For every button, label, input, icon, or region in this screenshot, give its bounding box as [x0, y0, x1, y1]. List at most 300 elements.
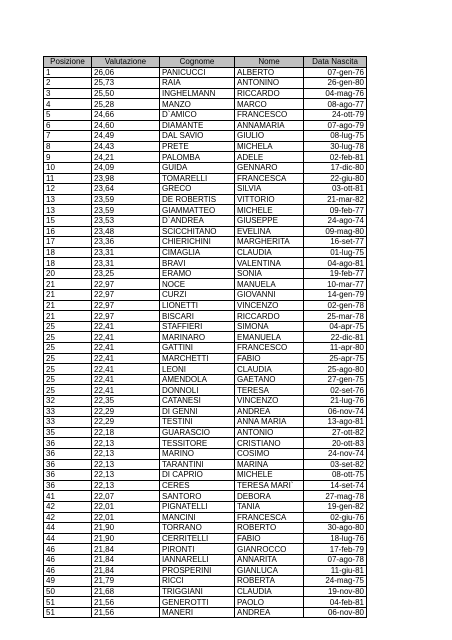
- cell-posizione: 21: [44, 311, 92, 322]
- cell-valutazione: 22,13: [92, 438, 160, 449]
- cell-data-nascita: 07-ago-79: [304, 120, 367, 131]
- cell-nome: CLAUDIA: [235, 586, 304, 597]
- cell-data-nascita: 19-nov-80: [304, 586, 367, 597]
- cell-data-nascita: 07-ago-78: [304, 554, 367, 565]
- table-row: [44, 364, 367, 375]
- cell-nome: CLAUDIA: [235, 247, 304, 258]
- cell-valutazione: 24,49: [92, 131, 160, 142]
- cell-cognome: MARINO: [160, 448, 235, 459]
- cell-posizione: 13: [44, 205, 92, 216]
- table-row: [44, 353, 367, 364]
- cell-data-nascita: 25-mar-78: [304, 311, 367, 322]
- table-row: [44, 438, 367, 449]
- table-row: [44, 491, 367, 502]
- cell-nome: SIMONA: [235, 321, 304, 332]
- cell-valutazione: 24,60: [92, 120, 160, 131]
- table-row: [44, 226, 367, 237]
- table-row: [44, 247, 367, 258]
- cell-data-nascita: 30-ago-80: [304, 523, 367, 534]
- cell-nome: ANNAMARIA: [235, 120, 304, 131]
- cell-valutazione: 22,35: [92, 396, 160, 407]
- cell-posizione: 5: [44, 109, 92, 120]
- cell-nome: VALENTINA: [235, 258, 304, 269]
- cell-posizione: 36: [44, 459, 92, 470]
- cell-data-nascita: 04-apr-75: [304, 321, 367, 332]
- cell-posizione: 46: [44, 554, 92, 565]
- cell-posizione: 8: [44, 141, 92, 152]
- cell-data-nascita: 09-mag-80: [304, 226, 367, 237]
- cell-data-nascita: 06-nov-80: [304, 607, 367, 618]
- cell-posizione: 44: [44, 533, 92, 544]
- cell-posizione: 25: [44, 321, 92, 332]
- cell-posizione: 3: [44, 88, 92, 99]
- cell-valutazione: 22,01: [92, 501, 160, 512]
- cell-data-nascita: 17-feb-79: [304, 544, 367, 555]
- cell-data-nascita: 27-mag-78: [304, 491, 367, 502]
- cell-posizione: 21: [44, 279, 92, 290]
- cell-posizione: 51: [44, 607, 92, 618]
- cell-valutazione: 23,31: [92, 258, 160, 269]
- cell-cognome: CATANESI: [160, 396, 235, 407]
- cell-nome: MICHELA: [235, 141, 304, 152]
- cell-cognome: MARCHETTI: [160, 353, 235, 364]
- cell-nome: MARINA: [235, 459, 304, 470]
- cell-data-nascita: 08-ott-75: [304, 470, 367, 481]
- cell-data-nascita: 27-ott-82: [304, 427, 367, 438]
- table-row: [44, 173, 367, 184]
- cell-data-nascita: 07-gen-76: [304, 67, 367, 78]
- table-row: [44, 120, 367, 131]
- cell-nome: FABIO: [235, 353, 304, 364]
- cell-data-nascita: 02-set-76: [304, 385, 367, 396]
- cell-data-nascita: 25-apr-75: [304, 353, 367, 364]
- table-row: [44, 554, 367, 565]
- cell-cognome: GIAMMATTEO: [160, 205, 235, 216]
- cell-cognome: D`AMICO: [160, 109, 235, 120]
- cell-nome: VINCENZO: [235, 396, 304, 407]
- cell-valutazione: 23,25: [92, 268, 160, 279]
- cell-nome: RICCARDO: [235, 311, 304, 322]
- cell-cognome: MANZO: [160, 99, 235, 110]
- cell-nome: MICHELE: [235, 470, 304, 481]
- cell-valutazione: 21,68: [92, 586, 160, 597]
- table-row: [44, 141, 367, 152]
- cell-data-nascita: 08-ago-77: [304, 99, 367, 110]
- cell-posizione: 13: [44, 194, 92, 205]
- cell-valutazione: 23,59: [92, 205, 160, 216]
- cell-cognome: TORRANO: [160, 523, 235, 534]
- cell-nome: GENNARO: [235, 162, 304, 173]
- cell-nome: GIANROCCO: [235, 544, 304, 555]
- cell-data-nascita: 27-gen-75: [304, 374, 367, 385]
- cell-valutazione: 22,97: [92, 290, 160, 301]
- cell-cognome: RAIA: [160, 78, 235, 89]
- cell-valutazione: 22,01: [92, 512, 160, 523]
- cell-posizione: 20: [44, 268, 92, 279]
- cell-cognome: GUARASCIO: [160, 427, 235, 438]
- cell-nome: CRISTIANO: [235, 438, 304, 449]
- table-row: [44, 194, 367, 205]
- cell-valutazione: 21,56: [92, 597, 160, 608]
- table-row: [44, 109, 367, 120]
- cell-data-nascita: 08-lug-75: [304, 131, 367, 142]
- cell-cognome: GENEROTTI: [160, 597, 235, 608]
- cell-valutazione: 23,48: [92, 226, 160, 237]
- cell-cognome: CHIERICHINI: [160, 237, 235, 248]
- cell-posizione: 18: [44, 247, 92, 258]
- cell-nome: TANIA: [235, 501, 304, 512]
- cell-data-nascita: 19-gen-82: [304, 501, 367, 512]
- cell-data-nascita: 16-set-77: [304, 237, 367, 248]
- cell-cognome: DONNOLI: [160, 385, 235, 396]
- table-row: [44, 215, 367, 226]
- cell-posizione: 2: [44, 78, 92, 89]
- cell-cognome: DIAMANTE: [160, 120, 235, 131]
- table-row: [44, 385, 367, 396]
- cell-nome: FRANCESCA: [235, 512, 304, 523]
- cell-data-nascita: 17-dic-80: [304, 162, 367, 173]
- table-row: [44, 321, 367, 332]
- cell-cognome: DAL SAVIO: [160, 131, 235, 142]
- cell-data-nascita: 11-apr-80: [304, 343, 367, 354]
- cell-cognome: BRAVI: [160, 258, 235, 269]
- cell-data-nascita: 22-giu-80: [304, 173, 367, 184]
- cell-data-nascita: 04-mag-76: [304, 88, 367, 99]
- cell-cognome: MARINARO: [160, 332, 235, 343]
- cell-valutazione: 22,97: [92, 279, 160, 290]
- cell-cognome: CERRITELLI: [160, 533, 235, 544]
- cell-posizione: 32: [44, 396, 92, 407]
- header-posizione: Posizione: [44, 57, 92, 68]
- cell-cognome: PRETE: [160, 141, 235, 152]
- cell-valutazione: 25,50: [92, 88, 160, 99]
- table-row: [44, 99, 367, 110]
- cell-data-nascita: 10-mar-77: [304, 279, 367, 290]
- cell-data-nascita: 14-set-74: [304, 480, 367, 491]
- cell-data-nascita: 11-giu-81: [304, 565, 367, 576]
- table-row: [44, 576, 367, 587]
- cell-data-nascita: 21-mar-82: [304, 194, 367, 205]
- cell-data-nascita: 26-gen-80: [304, 78, 367, 89]
- cell-nome: ANDREA: [235, 406, 304, 417]
- cell-nome: ANDREA: [235, 607, 304, 618]
- cell-posizione: 25: [44, 332, 92, 343]
- cell-posizione: 15: [44, 215, 92, 226]
- cell-nome: FRANCESCO: [235, 343, 304, 354]
- cell-posizione: 25: [44, 353, 92, 364]
- cell-cognome: SANTORO: [160, 491, 235, 502]
- table-row: [44, 565, 367, 576]
- cell-nome: SILVIA: [235, 184, 304, 195]
- cell-nome: MARGHERITA: [235, 237, 304, 248]
- table-row: [44, 512, 367, 523]
- cell-posizione: 36: [44, 470, 92, 481]
- cell-nome: VITTORIO: [235, 194, 304, 205]
- cell-valutazione: 23,53: [92, 215, 160, 226]
- cell-posizione: 17: [44, 237, 92, 248]
- cell-cognome: NOCE: [160, 279, 235, 290]
- cell-nome: ANTONINO: [235, 78, 304, 89]
- cell-posizione: 51: [44, 597, 92, 608]
- cell-valutazione: 25,28: [92, 99, 160, 110]
- cell-cognome: CURZI: [160, 290, 235, 301]
- table-body: [44, 67, 367, 618]
- table-row: [44, 417, 367, 428]
- cell-nome: TERESA MARI`: [235, 480, 304, 491]
- cell-data-nascita: 24-ott-79: [304, 109, 367, 120]
- cell-posizione: 6: [44, 120, 92, 131]
- cell-data-nascita: 09-feb-77: [304, 205, 367, 216]
- cell-valutazione: 21,90: [92, 523, 160, 534]
- cell-nome: ROBERTO: [235, 523, 304, 534]
- cell-data-nascita: 21-lug-76: [304, 396, 367, 407]
- cell-valutazione: 23,31: [92, 247, 160, 258]
- cell-cognome: PIGNATELLI: [160, 501, 235, 512]
- cell-nome: FABIO: [235, 533, 304, 544]
- cell-valutazione: 26,06: [92, 67, 160, 78]
- cell-valutazione: 22,29: [92, 417, 160, 428]
- cell-posizione: 44: [44, 523, 92, 534]
- cell-valutazione: 22,13: [92, 448, 160, 459]
- cell-valutazione: 22,97: [92, 311, 160, 322]
- cell-valutazione: 22,41: [92, 343, 160, 354]
- cell-cognome: TOMARELLI: [160, 173, 235, 184]
- cell-valutazione: 22,41: [92, 332, 160, 343]
- table-row: [44, 67, 367, 78]
- cell-posizione: 46: [44, 544, 92, 555]
- cell-valutazione: 22,41: [92, 385, 160, 396]
- table-row: [44, 448, 367, 459]
- cell-nome: TERESA: [235, 385, 304, 396]
- cell-posizione: 18: [44, 258, 92, 269]
- table-row: [44, 533, 367, 544]
- cell-valutazione: 22,07: [92, 491, 160, 502]
- cell-posizione: 25: [44, 364, 92, 375]
- cell-valutazione: 22,41: [92, 364, 160, 375]
- table-row: [44, 459, 367, 470]
- table-row: [44, 300, 367, 311]
- table-row: [44, 374, 367, 385]
- cell-posizione: 33: [44, 417, 92, 428]
- cell-data-nascita: 24-ago-74: [304, 215, 367, 226]
- cell-posizione: 50: [44, 586, 92, 597]
- cell-cognome: TESSITORE: [160, 438, 235, 449]
- cell-data-nascita: 14-gen-79: [304, 290, 367, 301]
- cell-posizione: 42: [44, 512, 92, 523]
- cell-posizione: 21: [44, 290, 92, 301]
- table-row: [44, 586, 367, 597]
- cell-data-nascita: 03-ott-81: [304, 184, 367, 195]
- ranking-table: [43, 56, 367, 618]
- cell-cognome: TRIGGIANI: [160, 586, 235, 597]
- cell-valutazione: 21,79: [92, 576, 160, 587]
- cell-cognome: PANICUCCI: [160, 67, 235, 78]
- cell-nome: VINCENZO: [235, 300, 304, 311]
- cell-posizione: 10: [44, 162, 92, 173]
- cell-data-nascita: 20-ott-83: [304, 438, 367, 449]
- cell-valutazione: 22,41: [92, 374, 160, 385]
- cell-cognome: D`ANDREA: [160, 215, 235, 226]
- cell-nome: EVELINA: [235, 226, 304, 237]
- cell-posizione: 12: [44, 184, 92, 195]
- cell-valutazione: 23,98: [92, 173, 160, 184]
- table-row: [44, 184, 367, 195]
- cell-valutazione: 21,90: [92, 533, 160, 544]
- cell-cognome: RICCI: [160, 576, 235, 587]
- cell-nome: SONIA: [235, 268, 304, 279]
- cell-data-nascita: 04-feb-81: [304, 597, 367, 608]
- table-row: [44, 205, 367, 216]
- table-row: [44, 597, 367, 608]
- cell-nome: FRANCESCA: [235, 173, 304, 184]
- table-row: [44, 427, 367, 438]
- cell-valutazione: 22,97: [92, 300, 160, 311]
- cell-valutazione: 22,41: [92, 353, 160, 364]
- cell-cognome: GRECO: [160, 184, 235, 195]
- table-row: [44, 258, 367, 269]
- cell-data-nascita: 01-lug-75: [304, 247, 367, 258]
- cell-nome: MARCO: [235, 99, 304, 110]
- cell-nome: DEBORA: [235, 491, 304, 502]
- cell-posizione: 25: [44, 374, 92, 385]
- cell-valutazione: 22,13: [92, 470, 160, 481]
- cell-cognome: TESTINI: [160, 417, 235, 428]
- cell-cognome: INGHELMANN: [160, 88, 235, 99]
- cell-posizione: 41: [44, 491, 92, 502]
- cell-nome: ANNA MARIA: [235, 417, 304, 428]
- table-row: [44, 237, 367, 248]
- cell-valutazione: 24,21: [92, 152, 160, 163]
- cell-valutazione: 21,84: [92, 544, 160, 555]
- cell-data-nascita: 03-set-82: [304, 459, 367, 470]
- table-row: [44, 480, 367, 491]
- table-row: [44, 311, 367, 322]
- cell-nome: ALBERTO: [235, 67, 304, 78]
- cell-nome: COSIMO: [235, 448, 304, 459]
- cell-cognome: CIMAGLIA: [160, 247, 235, 258]
- cell-data-nascita: 13-ago-81: [304, 417, 367, 428]
- table-row: [44, 544, 367, 555]
- table-row: [44, 152, 367, 163]
- cell-cognome: MANCINI: [160, 512, 235, 523]
- cell-posizione: 36: [44, 480, 92, 491]
- cell-cognome: GUIDA: [160, 162, 235, 173]
- cell-data-nascita: 02-giu-76: [304, 512, 367, 523]
- cell-data-nascita: 25-ago-80: [304, 364, 367, 375]
- cell-valutazione: 24,09: [92, 162, 160, 173]
- cell-cognome: STAFFIERI: [160, 321, 235, 332]
- cell-posizione: 49: [44, 576, 92, 587]
- cell-nome: MANUELA: [235, 279, 304, 290]
- cell-valutazione: 25,73: [92, 78, 160, 89]
- cell-nome: GIUSEPPE: [235, 215, 304, 226]
- cell-posizione: 4: [44, 99, 92, 110]
- cell-valutazione: 23,36: [92, 237, 160, 248]
- cell-cognome: PIRONTI: [160, 544, 235, 555]
- cell-valutazione: 24,66: [92, 109, 160, 120]
- cell-nome: ANNARITA: [235, 554, 304, 565]
- cell-valutazione: 21,84: [92, 565, 160, 576]
- cell-cognome: PALOMBA: [160, 152, 235, 163]
- cell-cognome: DI GENNI: [160, 406, 235, 417]
- table-row: [44, 88, 367, 99]
- cell-data-nascita: 30-lug-78: [304, 141, 367, 152]
- cell-posizione: 35: [44, 427, 92, 438]
- cell-posizione: 7: [44, 131, 92, 142]
- cell-nome: ANTONIO: [235, 427, 304, 438]
- cell-posizione: 11: [44, 173, 92, 184]
- cell-cognome: BISCARI: [160, 311, 235, 322]
- cell-nome: ROBERTA: [235, 576, 304, 587]
- cell-nome: EMANUELA: [235, 332, 304, 343]
- cell-cognome: ERAMO: [160, 268, 235, 279]
- cell-nome: RICCARDO: [235, 88, 304, 99]
- cell-data-nascita: 06-nov-74: [304, 406, 367, 417]
- cell-nome: ADELE: [235, 152, 304, 163]
- cell-posizione: 21: [44, 300, 92, 311]
- cell-cognome: IANNARELLI: [160, 554, 235, 565]
- cell-nome: GAETANO: [235, 374, 304, 385]
- table-row: [44, 523, 367, 534]
- cell-cognome: MANERI: [160, 607, 235, 618]
- cell-nome: PAOLO: [235, 597, 304, 608]
- header-valutazione: Valutazione: [92, 57, 160, 68]
- cell-valutazione: 22,13: [92, 459, 160, 470]
- header-cognome: Cognome: [160, 57, 235, 68]
- cell-posizione: 36: [44, 438, 92, 449]
- cell-data-nascita: 24-mag-75: [304, 576, 367, 587]
- table-row: [44, 290, 367, 301]
- table-row: [44, 343, 367, 354]
- cell-valutazione: 21,56: [92, 607, 160, 618]
- cell-posizione: 25: [44, 385, 92, 396]
- header-nome: Nome: [235, 57, 304, 68]
- cell-nome: FRANCESCO: [235, 109, 304, 120]
- cell-cognome: PROSPERINI: [160, 565, 235, 576]
- table-row: [44, 406, 367, 417]
- table-row: [44, 396, 367, 407]
- table-row: [44, 78, 367, 89]
- cell-data-nascita: 19-feb-77: [304, 268, 367, 279]
- cell-posizione: 33: [44, 406, 92, 417]
- table-row: [44, 162, 367, 173]
- cell-cognome: GATTINI: [160, 343, 235, 354]
- cell-valutazione: 22,13: [92, 480, 160, 491]
- cell-posizione: 42: [44, 501, 92, 512]
- cell-posizione: 16: [44, 226, 92, 237]
- cell-posizione: 9: [44, 152, 92, 163]
- cell-cognome: LIONETTI: [160, 300, 235, 311]
- cell-data-nascita: 02-gen-78: [304, 300, 367, 311]
- cell-cognome: DI CAPRIO: [160, 470, 235, 481]
- cell-cognome: TARANTINI: [160, 459, 235, 470]
- cell-posizione: 46: [44, 565, 92, 576]
- cell-valutazione: 21,84: [92, 554, 160, 565]
- cell-data-nascita: 02-feb-81: [304, 152, 367, 163]
- table-row: [44, 268, 367, 279]
- cell-nome: GIOVANNI: [235, 290, 304, 301]
- cell-valutazione: 22,41: [92, 321, 160, 332]
- cell-valutazione: 23,64: [92, 184, 160, 195]
- table-row: [44, 607, 367, 618]
- cell-nome: GIULIO: [235, 131, 304, 142]
- cell-data-nascita: 04-ago-81: [304, 258, 367, 269]
- cell-cognome: LEONI: [160, 364, 235, 375]
- table-row: [44, 501, 367, 512]
- cell-valutazione: 23,59: [92, 194, 160, 205]
- cell-data-nascita: 24-nov-74: [304, 448, 367, 459]
- header-row: [44, 57, 367, 68]
